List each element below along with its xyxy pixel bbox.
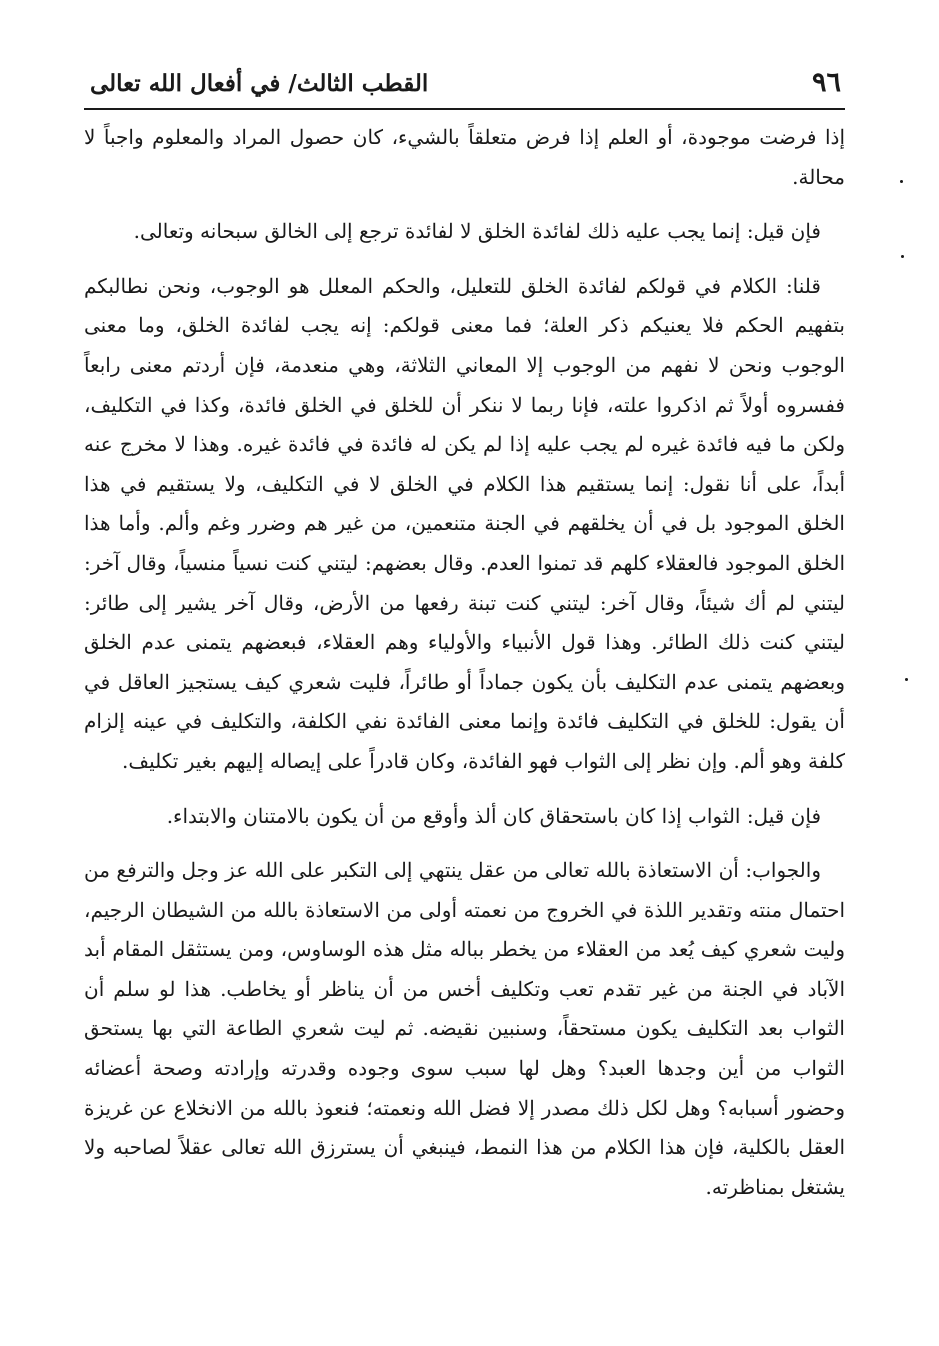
margin-mark: [905, 678, 908, 681]
margin-mark: [901, 255, 904, 258]
paragraph: إذا فرضت موجودة، أو العلم إذا فرض متعلقاً بالشيء، كان حصول المراد والمعلوم واجباً لا محالة.: [84, 125, 845, 189]
paragraph: فإن قيل: إنما يجب عليه ذلك لفائدة الخلق لا لفائدة ترجع إلى الخالق سبحانه وتعالى.: [133, 219, 821, 244]
page-number: ٩٦: [811, 67, 841, 98]
running-title: القطب الثالث/ في أفعال الله تعالى: [90, 70, 429, 97]
margin-mark: [900, 180, 903, 183]
page-header: [84, 58, 845, 110]
paragraph: فإن قيل: الثواب إذا كان باستحقاق كان ألذ وأوقع من أن يكون بالامتنان والابتداء.: [166, 803, 821, 828]
paragraph: والجواب: أن الاستعاذة بالله تعالى من عقل ينتهي إلى التكبر على الله عز وجل والترفع من احتمال منته وتقدير اللذة في الخروج من نعمته أولى من الاستعاذة بالله من الشيطان الرجيم، وليت شعري كيف يُعد من العقلاء من يخطر بباله مثل هذه الوساوس، ومن يستثقل المقام أبد الآباد في الجنة من غير تقدم تعب وتكليف أخس من أن يناظر أو يخاطب. هذا لو سلم أن الثواب بعد التكليف يكون مستحقاً، وسنبين نقيضه. ثم ليت شعري الطاعة التي بها يستحق الثواب من أين وجدها العبد؟ وهل لها سبب سوى وجوده وقدرته وإرادته وصحة أعضائه وحضور أسبابه؟ وهل لكل ذلك مصدر إلا فضل الله ونعمته؛ فنعوذ بالله من الانخلاع عن غريزة العقل بالكلية، فإن هذا الكلام من هذا النمط، فينبغي أن يسترزق الله تعالى عقلاً لصاحبه ولا يشتغل بمناظرته.: [84, 858, 845, 1199]
body-text: [84, 118, 845, 1222]
paragraph: قلنا: الكلام في قولكم لفائدة الخلق للتعليل، والحكم المعلل هو الوجوب، ونحن نطالبكم بتفهيم الحكم فلا يعنيكم ذكر العلة؛ فما معنى قولكم: إنه يجب لفائدة الخلق، وما معنى الوجوب ونحن لا نفهم من الوجوب إلا المعاني الثلاثة، وهي منعدمة، فإن أردتم معنى رابعاً ففسروه أولاً ثم اذكروا علته، فإنا ربما لا ننكر أن للخلق في الخلق فائدة، وكذا في التكليف، ولكن ما فيه فائدة غيره لم يجب عليه إذا لم يكن له فائدة في فائدة غيره. وهذا لا مخرج عنه أبداً، على أنا نقول: إنما يستقيم هذا الكلام في الخلق لا في التكليف، ولا يستقيم في هذا الخلق الموجود بل في أن يخلقهم في الجنة متنعمين، من غير هم وضرر وغم وألم. وأما هذا الخلق الموجود فالعقلاء كلهم قد تمنوا العدم. وقال بعضهم: ليتني كنت نسياً منسياً، وقال آخر: ليتني لم أك شيئاً، وقال آخر: ليتني كنت تبنة رفعها من الأرض، وقال آخر يشير إلى طائر: ليتني كنت ذلك الطائر. وهذا قول الأنبياء والأولياء وهم العقلاء، فبعضهم يتمنى عدم الخلق وبعضهم يتمنى عدم التكليف بأن يكون جماداً أو طائراً، فليت شعري كيف يستجيز العاقل في أن يقول: للخلق في التكليف فائدة وإنما معنى الفائدة نفي الكلفة، والتكليف في عينه إلزام كلفة وهو ألم. وإن نظر إلى الثواب فهو الفائدة، وكان قادراً على إيصاله إليهم بغير تكليف.: [84, 273, 845, 773]
